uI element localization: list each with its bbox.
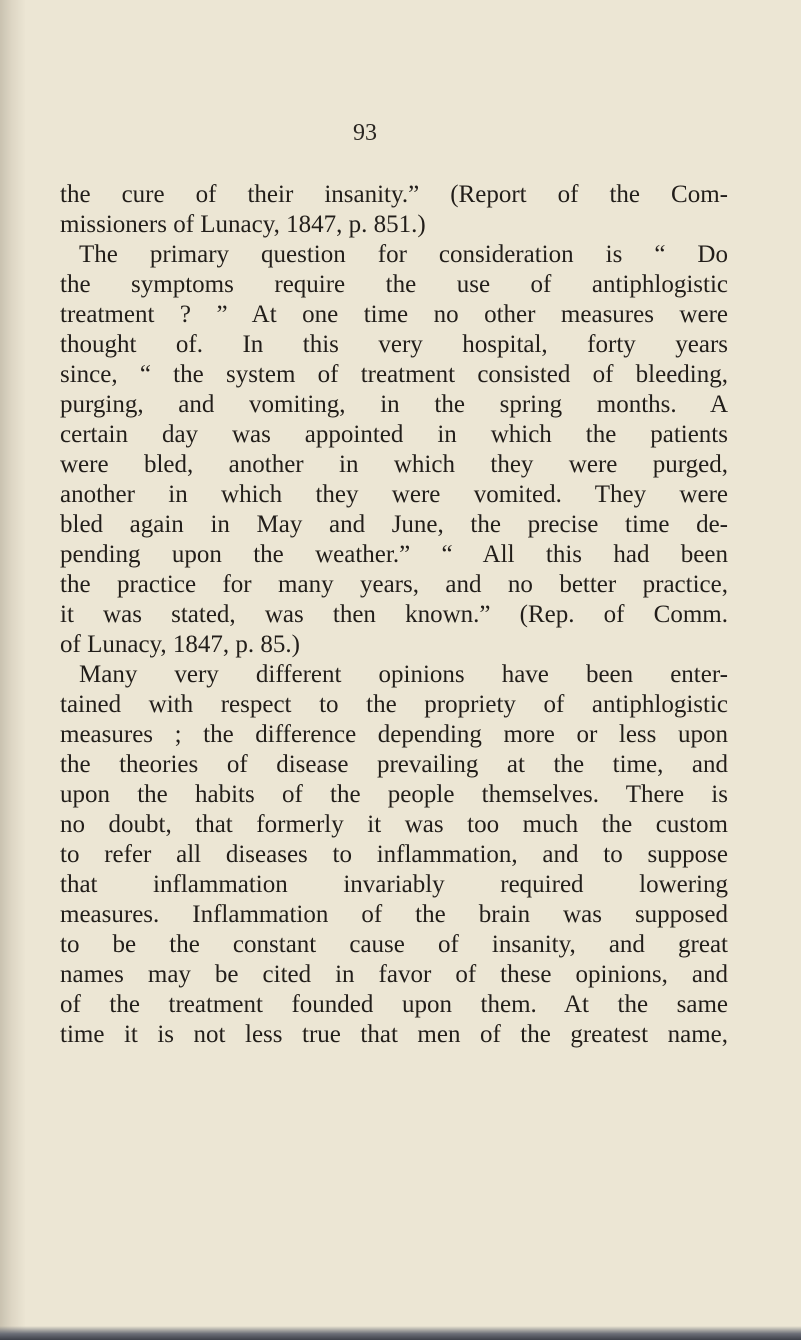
text-line: measures ; the difference depending more or less upon xyxy=(60,721,728,748)
text-line: names may be cited in favor of these opinions, and xyxy=(60,961,728,988)
text-line: since, “ the system of treatment consisted of bleeding, xyxy=(60,361,728,388)
page-number: 93 xyxy=(353,120,377,146)
text-line: tained with respect to the propriety of antiphlogistic xyxy=(60,691,728,718)
text-line: the theories of disease prevailing at the time, and xyxy=(60,751,728,778)
text-line: missioners of Lunacy, 1847, p. 851.) xyxy=(60,211,426,238)
text-line: were bled, another in which they were purged, xyxy=(60,451,728,478)
text-line: purging, and vomiting, in the spring months. A xyxy=(60,391,728,418)
text-line: of Lunacy, 1847, p. 85.) xyxy=(60,631,300,658)
text-line: pending upon the weather.” “ All this had been xyxy=(60,541,728,568)
text-line: upon the habits of the people themselves. There is xyxy=(60,781,728,808)
text-line: it was stated, was then known.” (Rep. of Comm. xyxy=(60,601,728,628)
text-line: another in which they were vomited. They were xyxy=(60,481,728,508)
text-line: certain day was appointed in which the patients xyxy=(60,421,728,448)
text-line: Many very different opinions have been enter- xyxy=(79,661,728,688)
text-line: the cure of their insanity.” (Report of the Com- xyxy=(60,181,728,208)
text-line: no doubt, that formerly it was too much the custom xyxy=(60,811,728,838)
text-line: bled again in May and June, the precise time de- xyxy=(60,511,728,538)
text-line: measures. Inflammation of the brain was supposed xyxy=(60,901,728,928)
page-bottom-edge xyxy=(0,1326,801,1340)
text-line: to be the constant cause of insanity, and great xyxy=(60,931,728,958)
body-text xyxy=(60,180,728,1050)
text-line: of the treatment founded upon them. At the same xyxy=(60,991,728,1018)
text-line: to refer all diseases to inflammation, and to suppose xyxy=(60,841,728,868)
text-line: the practice for many years, and no better practice, xyxy=(60,571,728,598)
text-line: time it is not less true that men of the greatest name, xyxy=(60,1021,728,1048)
text-line: the symptoms require the use of antiphlogistic xyxy=(60,271,728,298)
text-line: that inflammation invariably required lowering xyxy=(60,871,728,898)
text-line: The primary question for consideration is “ Do xyxy=(79,241,728,268)
text-line: thought of. In this very hospital, forty years xyxy=(60,331,728,358)
spine-shadow xyxy=(0,0,26,1340)
text-line: treatment ? ” At one time no other measures were xyxy=(60,301,728,328)
